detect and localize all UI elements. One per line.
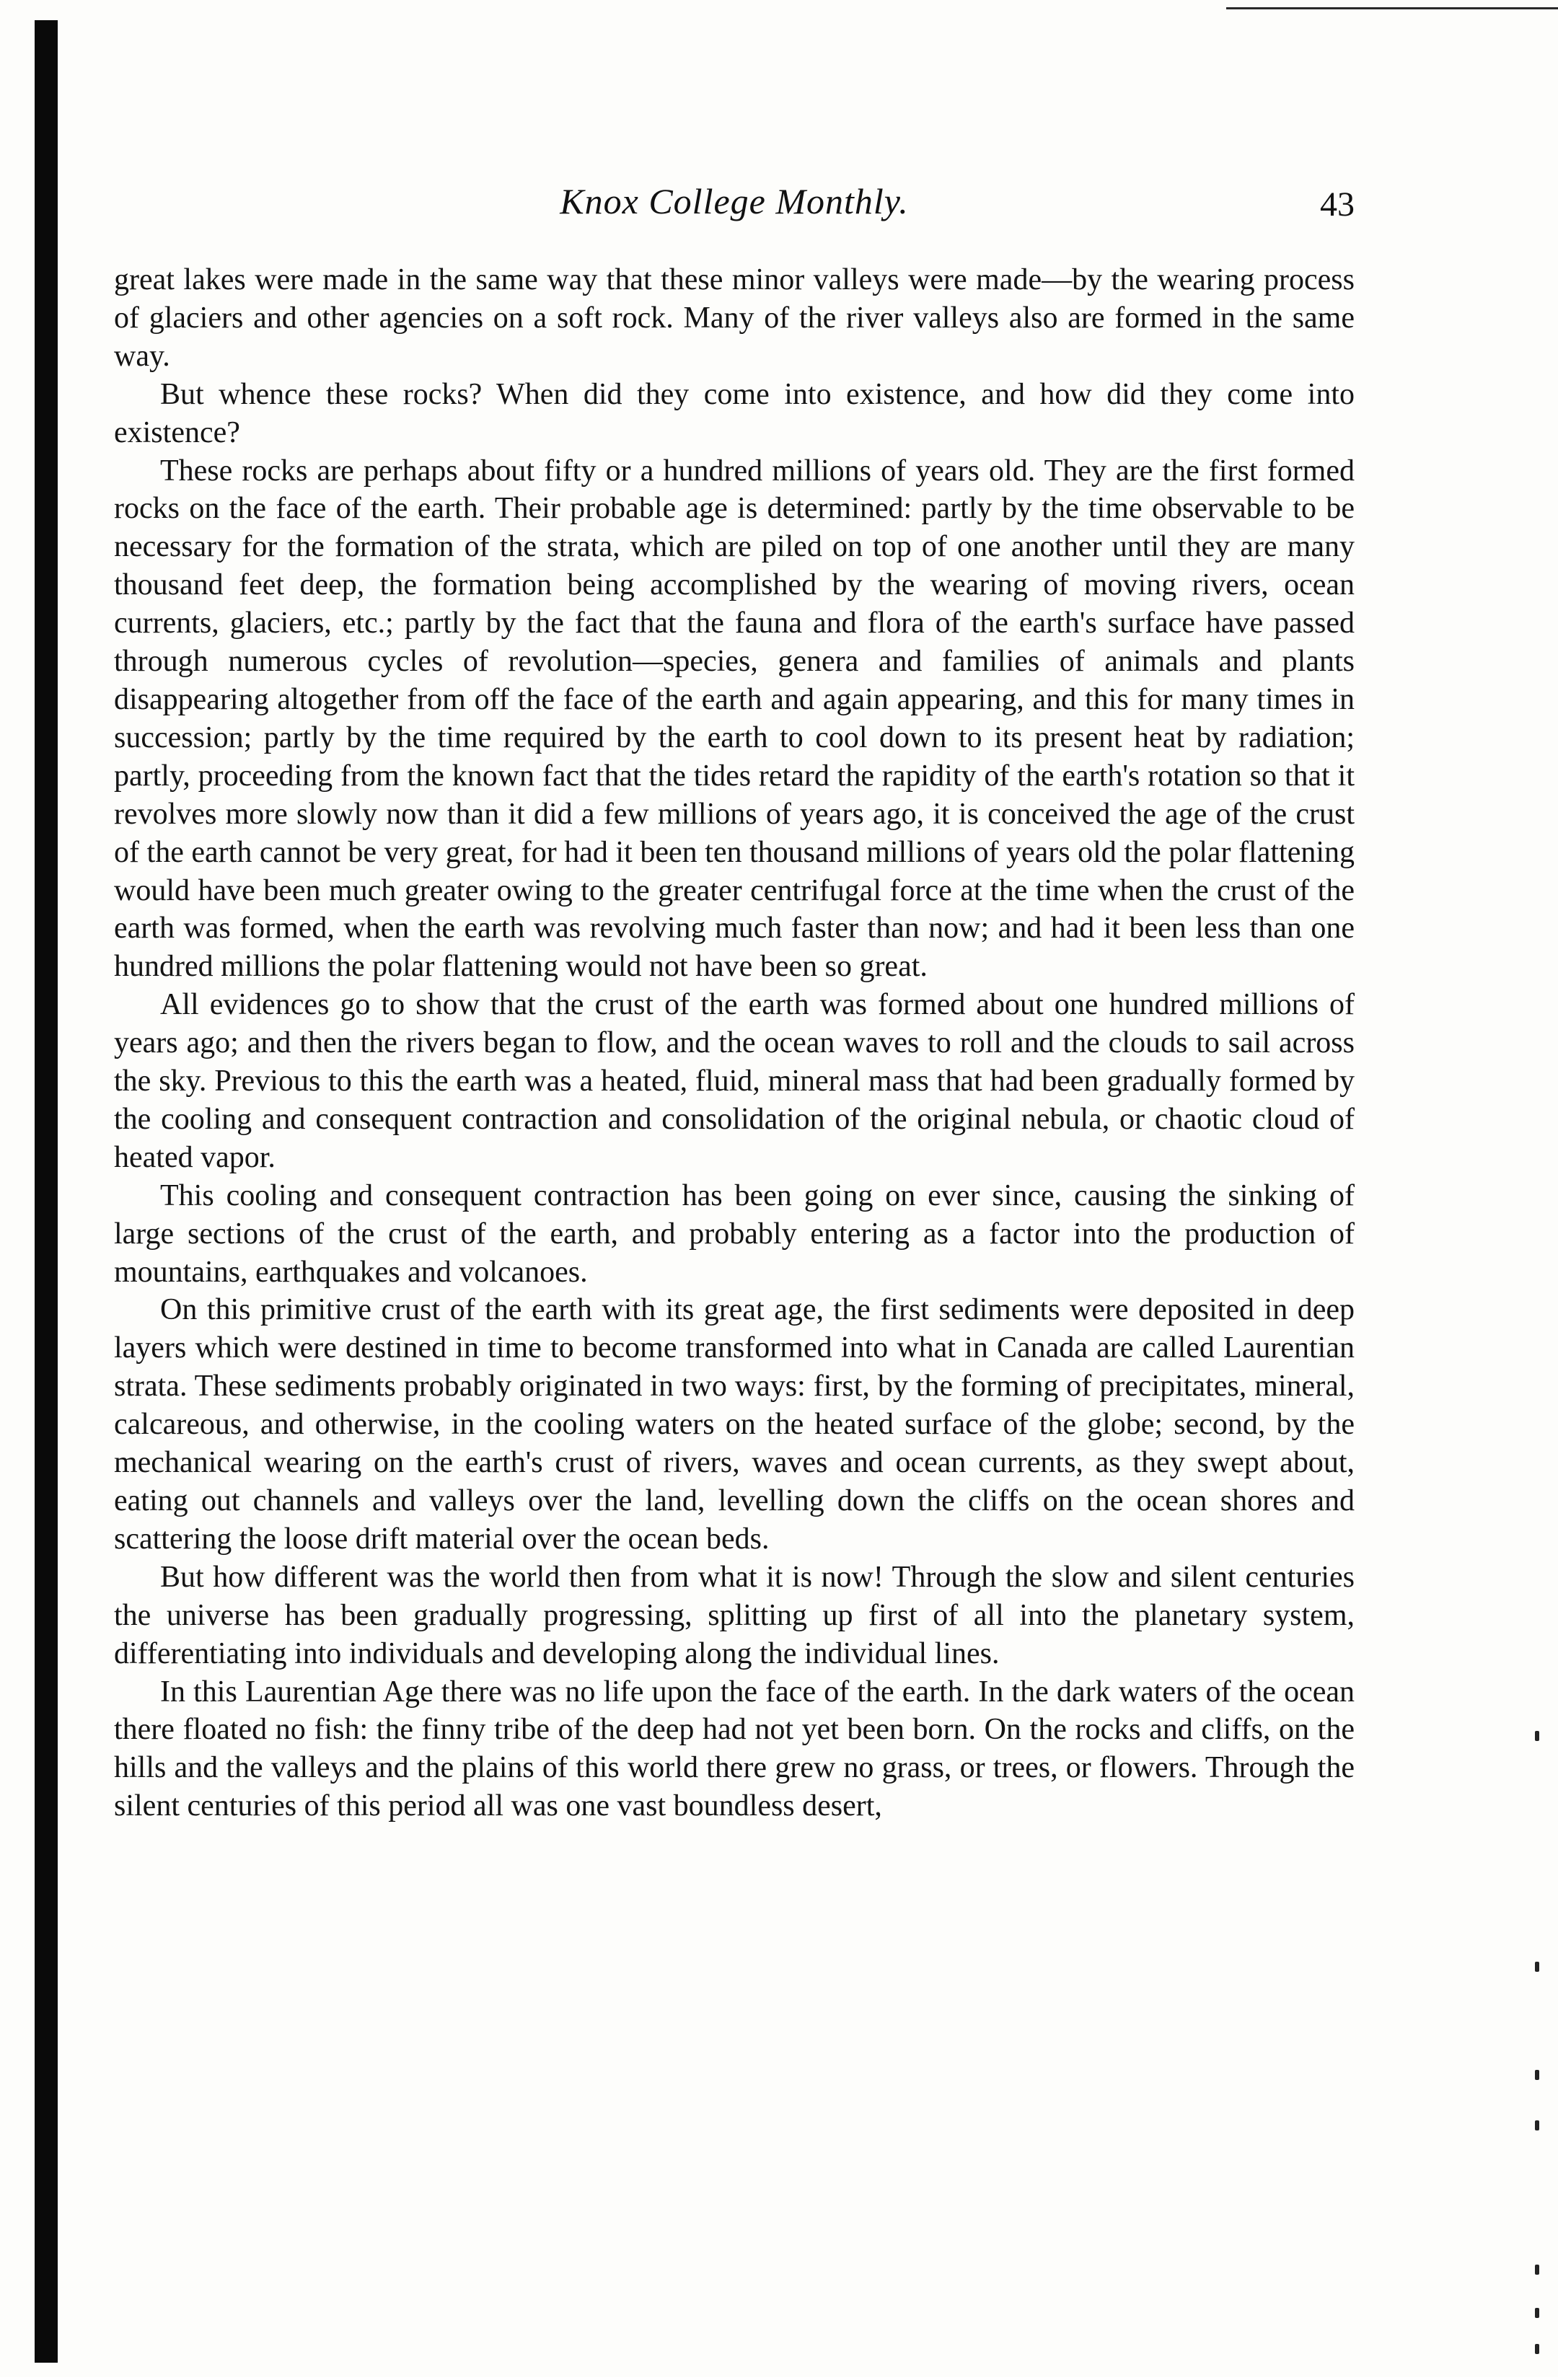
paragraph: In this Laurentian Age there was no life upon the face of the earth. In the dark waters of the ocean there floated no fish: the finny tribe of the deep had not yet been born. On the rocks and cliffs, on the hills and the valleys and the plains of this world there grew no grass, or trees, or flowers. Through the silent centuries of this period all was one vast boundless desert, [114, 1675, 1355, 1823]
top-edge-rule [1226, 7, 1558, 9]
body-text [114, 261, 1355, 1825]
paragraph: All evidences go to show that the crust of the earth was formed about one hundred millions of years ago; and then the rivers began to flow, and the ocean waves to roll and the clouds to sail across the sky. Previous to this the earth was a heated, fluid, mineral mass that had been gradually formed by the cooling and consequent contraction and consolidation of the original nebula, or chaotic cloud of heated vapor. [114, 988, 1355, 1174]
paragraph: But whence these rocks? When did they come into existence, and how did they come into existence? [114, 377, 1355, 449]
speck [1535, 2070, 1539, 2080]
speck [1535, 1962, 1539, 1972]
running-head [114, 180, 1355, 245]
speck [1535, 2344, 1539, 2354]
speck [1535, 2265, 1539, 2275]
running-title: Knox College Monthly. [560, 181, 909, 221]
page-edge-specks [1535, 1731, 1544, 2380]
speck [1535, 2120, 1539, 2130]
paragraph: These rocks are perhaps about fifty or a hundred millions of years old. They are the first formed rocks on the face of the earth. Their probable age is determined: partly by the time observable to be necessary for the formation of the strata, which are piled on top of one another until they are many thousand feet deep, the formation being accomplished by the wearing of moving rivers, ocean currents, glaciers, etc.; partly by the fact that the fauna and flora of the earth's surface have passed through numerous cycles of revolution—species, genera and families of animals and plants disappearing altogether from off the face of the earth and again appearing, and this for many times in succession; partly by the time required by the earth to cool down to its present heat by radiation; partly, proceeding from the known fact that the tides retard the rapidity of the earth's rotation so that it revolves more slowly now than it did a few millions of years ago, it is conceived the age of the crust of the earth cannot be very great, for had it been ten thousand millions of years old the polar flattening would have been much greater owing to the greater centrifugal force at the time when the crust of the earth was formed, when the earth was revolving much faster than now; and had it been less than one hundred millions the polar flattening would not have been so great. [114, 454, 1355, 984]
paragraph: On this primitive crust of the earth with its great age, the first sediments were deposited in deep layers which were destined in time to become transformed into what in Canada are called Laurentian strata. These sediments probably originated in two ways: first, by the forming of precipitates, mineral, calcareous, and otherwise, in the cooling waters on the heated surface of the globe; second, by the mechanical wearing on the earth's crust of rivers, waves and ocean currents, as they swept about, eating out channels and valleys over the land, levelling down the cliffs on the ocean shores and scattering the loose drift material over the ocean beds. [114, 1293, 1355, 1556]
page-number: 43 [1320, 185, 1355, 224]
binding-edge [35, 20, 58, 2363]
speck [1535, 1731, 1539, 1741]
paragraph: This cooling and consequent contraction has been going on ever since, causing the sinking of large sections of the crust of the earth, and probably entering as a factor into the production of mountains, earthquakes and volcanoes. [114, 1178, 1355, 1289]
paragraph-continued: great lakes were made in the same way that these minor valleys were made—by the wearing process of glaciers and other agencies on a soft rock. Many of the river valleys also are formed in the same way. [114, 263, 1355, 373]
paragraph: But how different was the world then from what it is now! Through the slow and silent centuries the universe has been gradually progressing, splitting up first of all into the planetary system, differentiating into individuals and developing along the individual lines. [114, 1560, 1355, 1670]
speck [1535, 2308, 1539, 2318]
